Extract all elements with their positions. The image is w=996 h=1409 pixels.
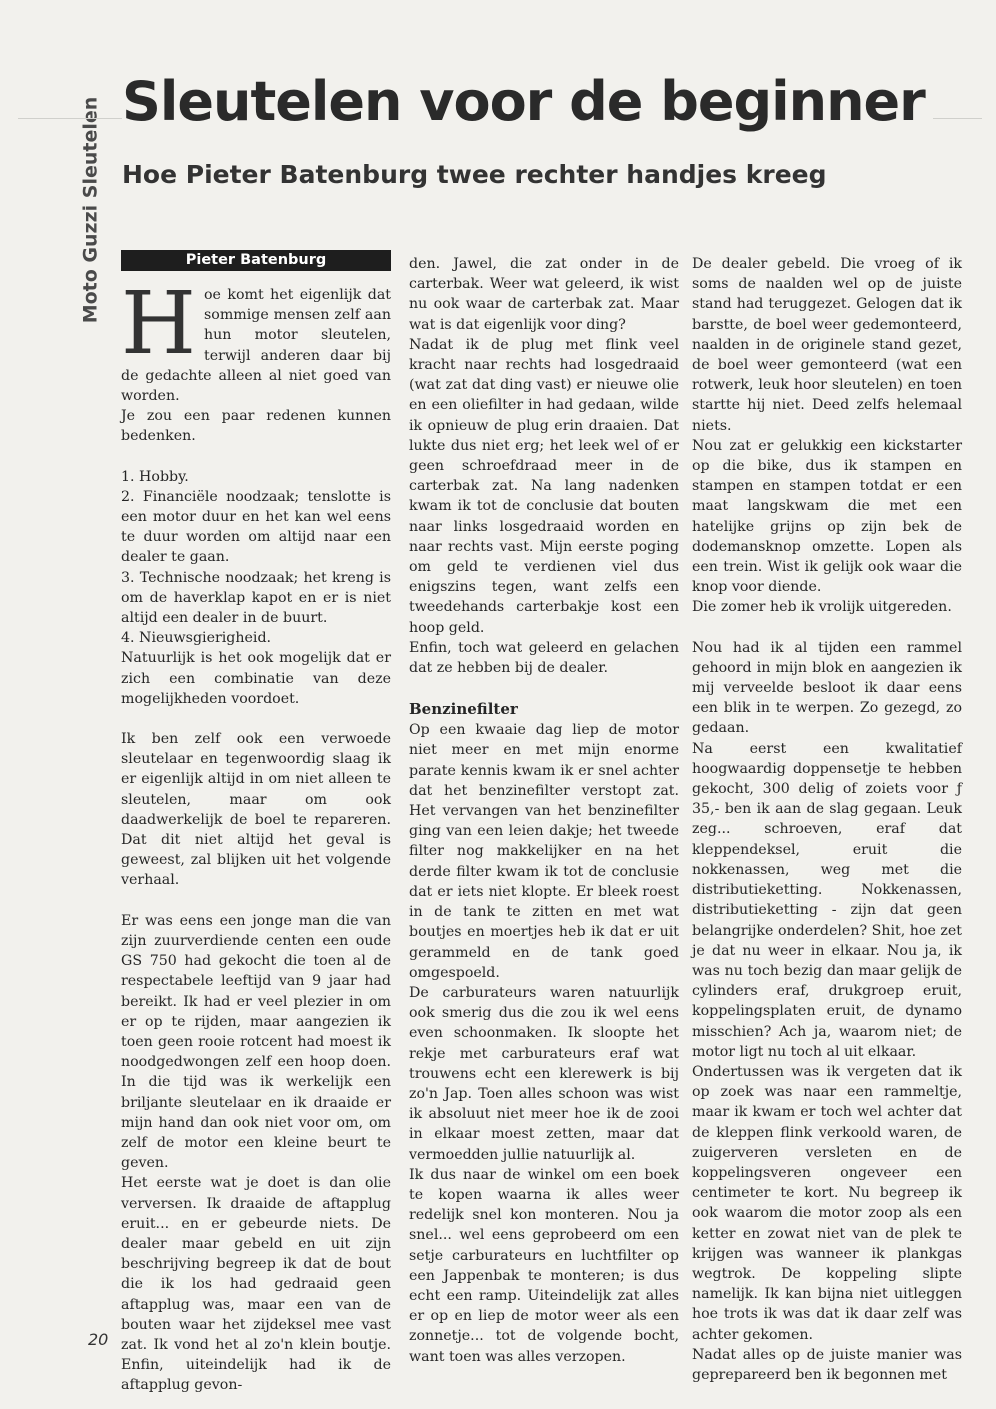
paragraph: Nou zat er gelukkig een kickstarter op die bike, dus ik stampen en stampen en stampen totdat er een maat langskwam die met een hatelijke grijns op zijn bek de dodemansknop omzette. Lopen als een trein. Wist ik gelijk ook waar die knop voor diende. (692, 437, 962, 596)
article-title: Sleutelen voor de beginner (122, 70, 933, 133)
paragraph: den. Jawel, die zat onder in de carterbak. Weer wat geleerd, ik wist nu ook waar de carterbak zat. Maar wat is dat eigenlijk voor ding? (409, 256, 679, 333)
paragraph: 2. Financiële noodzaak; tenslotte is een motor duur en het kan wel eens te duur worden om altijd naar een dealer te gaan. (121, 488, 391, 566)
paragraph: Het eerste wat je doet is dan olie verversen. Ik draaide de aftapplug eruit... en er gebeurde niets. De dealer maar gebeld en uit zijn beschrijving begreep ik dat de bout die ik los had gedraaid geen aftapplug was, maar een van de bouten waar het zijdeksel mee vast zat. Ik vond het al zo'n klein boutje. Enfin, uiteindelijk had ik de aftapplug gevon- (121, 1175, 391, 1394)
column-3-body (692, 254, 962, 1385)
paragraph: Ondertussen was ik vergeten dat ik op zoek was naar een rammeltje, maar ik kwam er toch wel achter dat de kleppen flink verkoold waren, de zuigerveren versleten en de koppelingsveren ongeveer een centimeter te kort. Nu begreep ik ook waarom die motor zoop als een ketter en zowat niet van de plek te krijgen was wanneer ik plankgas wegtrok. De koppeling slipte namelijk. Ik kan bijna niet uitleggen hoe trots ik was dat ik daar zelf was achter gekomen. (692, 1063, 962, 1343)
paragraph: Ik ben zelf ook een verwoede sleutelaar en tegenwoordig slaag ik er eigenlijk altijd in om niet alleen te sleutelen, maar om ook daadwerkelijk de boel te repareren. Dat dit niet altijd het geval is geweest, zal blijken uit het volgende verhaal. (121, 731, 391, 889)
paragraph: Nou had ik al tijden een rammel gehoord in mijn blok en aangezien ik mij verveelde besloot ik daar eens een blik in te werpen. Zo gezegd, zo gedaan. (692, 639, 962, 737)
paragraph: Ik dus naar de winkel om een boek te kopen waarna ik alles weer redelijk snel kon monteren. Nou ja snel... wel eens geprobeerd om een setje carburateurs en luchtfilter op een Jappenbak te monteren; is dus echt een ramp. Uiteindelijk zat alles er op en liep de motor weer als een zonnetje... tot de volgende bocht, want toen was alles verzopen. (409, 1166, 679, 1365)
paragraph-gap (121, 891, 391, 911)
paragraph-gap (121, 447, 391, 467)
section-label-text: Moto Guzzi Sleutelen (79, 96, 101, 324)
paragraph: Enfin, toch wat geleerd en gelachen dat ze hebben bij de dealer. (409, 639, 679, 677)
paragraph: 4. Nieuwsgierigheid. (121, 630, 272, 647)
paragraph: Na eerst een kwalitatief hoogwaardig doppensetje te hebben gekocht, 300 delig of zoiets voor ƒ 35,- ben ik aan de slag gegaan. Leuk zeg... schroeven, eraf dat kleppendeksel, eruit die nokkenassen, weg met die distributieketting. Nokkenassen, distributieketting - zijn dat geen belangrijke onderdelen? Shit, hoe zet je dat nu weer in elkaar. Nou ja, ik was nu toch bezig dan maar gelijk de cylinders eraf, drukgroep eruit, koppelingsplaten eruit, de dynamo misschien? Ach ja, waarom niet; de motor ligt nu toch al uit elkaar. (692, 740, 962, 1060)
drop-cap: H (121, 274, 196, 374)
paragraph: Nadat alles op de juiste manier was geprepareerd ben ik begonnen met (692, 1346, 962, 1383)
page-number: 20 (88, 1330, 109, 1349)
column-2-body-bottom (409, 720, 679, 1367)
section-label (64, 80, 116, 340)
paragraph: Je zou een paar redenen kunnen bedenken. (121, 408, 391, 445)
paragraph: De dealer gebeld. Die vroeg of ik soms de naalden wel op de juiste stand had teruggezet. Gelogen dat ik barstte, de boel weer gedemonteerd, naalden in de originele stand gezet, de boel weer gemonteerd (wat een rotwerk, leuk hoor sleutelen) en toen startte hij niet. Deed zelfs helemaal niets. (692, 256, 962, 434)
paragraph: De carburateurs waren natuurlijk ook smerig dus die zou ik wel eens even schoonmaken. Ik sloopte het rekje met carburateurs eraf wat trouwens echt een klerewerk is bij zo'n Jap. Toen alles schoon was wist ik absoluut niet meer hoe ik de zooi in elkaar moest zetten, maar dat vermoedden jullie natuurlijk al. (409, 984, 679, 1163)
paragraph: oe komt het eigenlijk dat sommige mensen zelf aan hun motor sleutelen, terwijl anderen daar bij de gedachte alleen al niet goed van worden. (121, 287, 391, 405)
paragraph: Er was eens een jonge man die van zijn zuurverdiende centen een oude GS 750 had gekocht die toen al de respectabele leeftijd van 9 jaar had bereikt. Ik had er veel plezier in om er op te rijden, maar aangezien ik toen geen rooie rotcent had moest ik noodgedwongen zelf een hoop doen. In die tijd was ik werkelijk een briljante sleutelaar en ik draaide er mijn hand dan ook niet voor om, om zelf de motor een kleine beurt te geven. (121, 912, 391, 1172)
article-subtitle: Hoe Pieter Batenburg twee rechter handjes kreeg (122, 160, 827, 189)
paragraph: Die zomer heb ik vrolijk uitgereden. (692, 599, 952, 616)
paragraph-gap (692, 618, 962, 638)
column-1 (121, 250, 391, 1396)
paragraph: 1. Hobby. (121, 468, 189, 485)
paragraph: Op een kwaaie dag liep de motor niet meer en met mijn enorme parate kennis kwam ik er snel achter dat het benzinefilter verstopt zat. Het vervangen van het benzinefilter ging van een leien dakje; het tweede filter nog makkelijker en na het derde filter kwam ik tot de conclusie dat er iets niet klopte. Er bleek roest in de tank te zitten en met wat boutjes en moertjes heb ik dat er uit gerammeld en de tank goed omgespoeld. (409, 722, 679, 981)
paragraph-gap (121, 709, 391, 729)
author-byline: Pieter Batenburg (121, 250, 391, 271)
paragraph-gap (409, 678, 679, 698)
column-1-body (121, 274, 391, 1396)
paragraph: Nadat ik de plug met flink veel kracht naar rechts had losgedraaid (wat zat dat ding vast) er nieuwe olie en een oliefilter in had gedaan, wilde ik opnieuw de plug erin draaien. Dat lukte dus niet erg; het leek wel of er geen schroefdraad meer in de carterbak zat. Na lang nadenken kwam ik tot de conclusie dat bouten naar links losgedraaid worden en naar rechts vast. Mijn eerste poging om geld te verdienen viel dus enigszins tegen, want zelfs een tweedehands carterbakje kost een hoop geld. (409, 336, 679, 636)
paragraph: Natuurlijk is het ook mogelijk dat er zich een combinatie van deze mogelijkheden voordoet. (121, 650, 391, 707)
paragraph: 3. Technische noodzaak; het kreng is om de haverklap kapot en er is niet altijd een dealer in de buurt. (121, 569, 391, 627)
column-3 (692, 254, 962, 1385)
section-heading: Benzinefilter (409, 700, 518, 719)
column-2-body-top (409, 254, 679, 698)
column-2 (409, 254, 679, 1367)
